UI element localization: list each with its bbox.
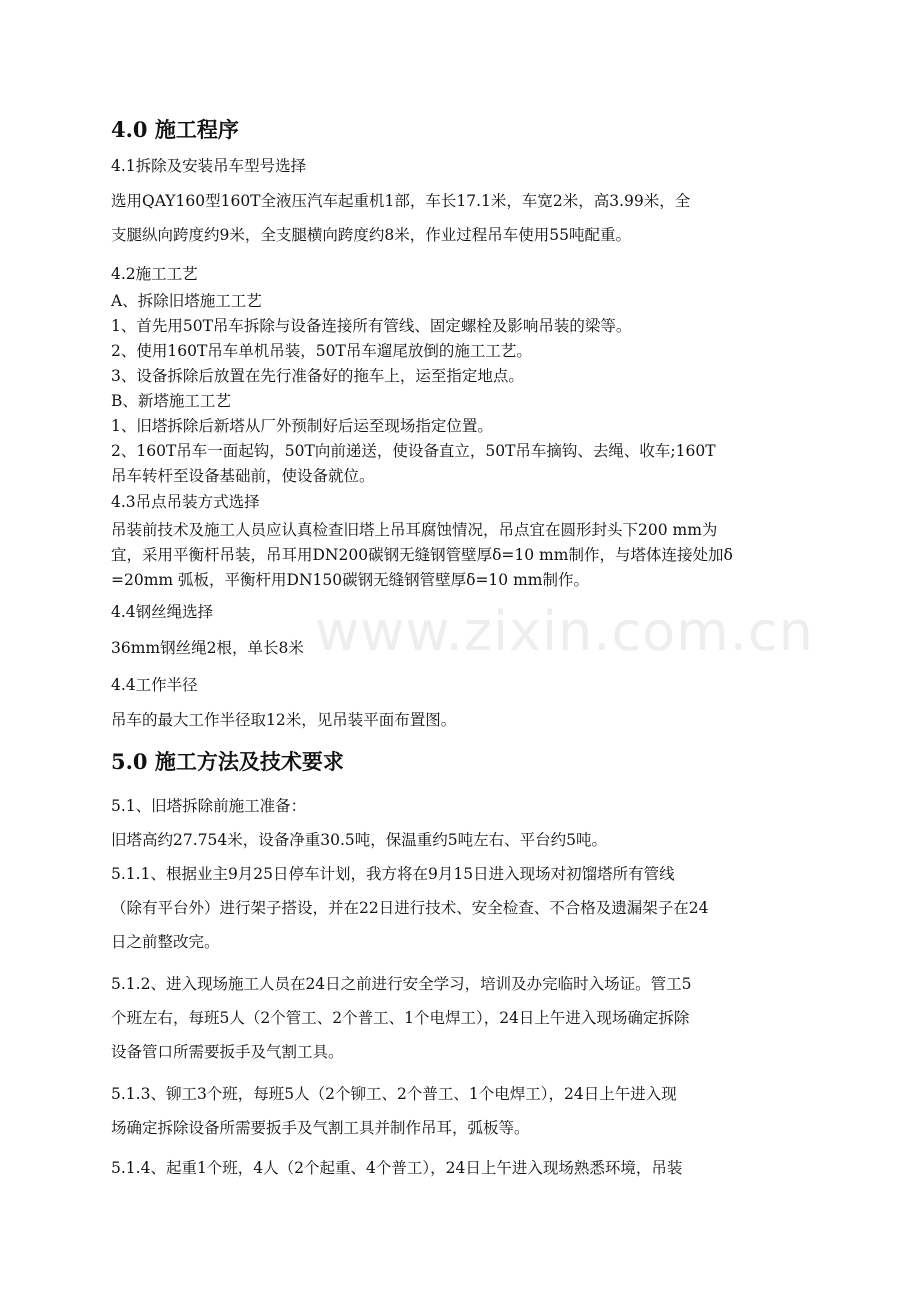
text-line: A、拆除旧塔施工工艺 bbox=[111, 292, 262, 310]
text-line: 1、首先用50T吊车拆除与设备连接所有管线、固定螺栓及影响吊装的梁等。 bbox=[111, 317, 632, 335]
text-line: 3、设备拆除后放置在先行准备好的拖车上，运至指定地点。 bbox=[111, 367, 524, 385]
text-line: 吊车转杆至设备基础前，使设备就位。 bbox=[111, 467, 375, 485]
text-line: 支腿纵向跨度约9米，全支腿横向跨度约8米，作业过程吊车使用55吨配重。 bbox=[111, 226, 631, 244]
text-line: 个班左右，每班5人（2个管工、2个普工、1个电焊工），24日上午进入现场确定拆除 bbox=[111, 1009, 690, 1027]
subsection-4-1-title: 4.1拆除及安装吊车型号选择 bbox=[111, 157, 307, 175]
subsection-4-2-body bbox=[111, 289, 823, 489]
subsection-4-4b-body: 吊车的最大工作半径取12米，见吊装平面布置图。 bbox=[111, 711, 457, 729]
section-5-heading: 5.0 施工方法及技术要求 bbox=[111, 749, 344, 774]
subsection-4-2-title: 4.2施工工艺 bbox=[111, 265, 198, 283]
subsection-4-4b-title: 4.4工作半径 bbox=[111, 676, 198, 694]
text-line: =20mm 弧板，平衡杆用DN150碳钢无缝钢管壁厚δ=10 mm制作。 bbox=[111, 571, 589, 589]
subsection-5-1-2 bbox=[111, 967, 823, 1069]
subsection-5-1-body: 旧塔高约27.754米，设备净重30.5吨，保温重约5吨左右、平台约5吨。 bbox=[111, 831, 607, 849]
text-line: B、新塔施工工艺 bbox=[111, 392, 231, 410]
text-line: 日之前整改完。 bbox=[111, 933, 220, 951]
text-line: 5.1.3、铆工3个班，每班5人（2个铆工、2个普工、1个电焊工），24日上午进入现 bbox=[111, 1085, 677, 1103]
subsection-4-3-title: 4.3吊点吊装方式选择 bbox=[111, 493, 260, 511]
subsection-5-1-4 bbox=[111, 1151, 823, 1185]
text-line: 2、160T吊车一面起钩，50T向前递送，使设备直立，50T吊车摘钩、去绳、收车;160T bbox=[111, 442, 716, 460]
subsection-5-1-title: 5.1、旧塔拆除前施工准备： bbox=[111, 797, 307, 815]
text-line: （除有平台外）进行架子搭设，并在22日进行技术、安全检查、不合格及遗漏架子在24 bbox=[111, 899, 709, 917]
text-line: 1、旧塔拆除后新塔从厂外预制好后运至现场指定位置。 bbox=[111, 417, 493, 435]
subsection-4-4-title: 4.4钢丝绳选择 bbox=[111, 603, 214, 621]
subsection-5-1-3 bbox=[111, 1077, 823, 1145]
subsection-4-1-body bbox=[111, 184, 823, 252]
text-line: 2、使用160T吊车单机吊装，50T吊车遛尾放倒的施工工艺。 bbox=[111, 342, 532, 360]
text-line: 设备管口所需要扳手及气割工具。 bbox=[111, 1043, 344, 1061]
watermark: www.zixin.com.cn bbox=[315, 600, 814, 663]
text-line: 场确定拆除设备所需要扳手及气割工具并制作吊耳，弧板等。 bbox=[111, 1119, 530, 1137]
text-line: 选用QAY160型160T全液压汽车起重机1部，车长17.1米，车宽2米，高3.99米，全 bbox=[111, 192, 691, 210]
text-line: 吊装前技术及施工人员应认真检查旧塔上吊耳腐蚀情况，吊点宜在圆形封头下200 mm为 bbox=[111, 521, 718, 539]
subsection-4-3-body bbox=[111, 518, 823, 593]
section-4-heading: 4.0 施工程序 bbox=[111, 117, 239, 142]
text-line: 宜，采用平衡杆吊装，吊耳用DN200碳钢无缝钢管壁厚δ=10 mm制作，与塔体连接处加δ bbox=[111, 546, 733, 564]
subsection-5-1-1 bbox=[111, 857, 823, 959]
text-line: 5.1.2、进入现场施工人员在24日之前进行安全学习，培训及办完临时入场证。管工5 bbox=[111, 975, 692, 993]
subsection-4-4-body: 36mm钢丝绳2根，单长8米 bbox=[111, 639, 304, 657]
text-line: 5.1.4、起重1个班，4人（2个起重、4个普工），24日上午进入现场熟悉环境，吊装 bbox=[111, 1159, 683, 1177]
text-line: 5.1.1、根据业主9月25日停车计划，我方将在9月15日进入现场对初馏塔所有管线 bbox=[111, 865, 675, 883]
